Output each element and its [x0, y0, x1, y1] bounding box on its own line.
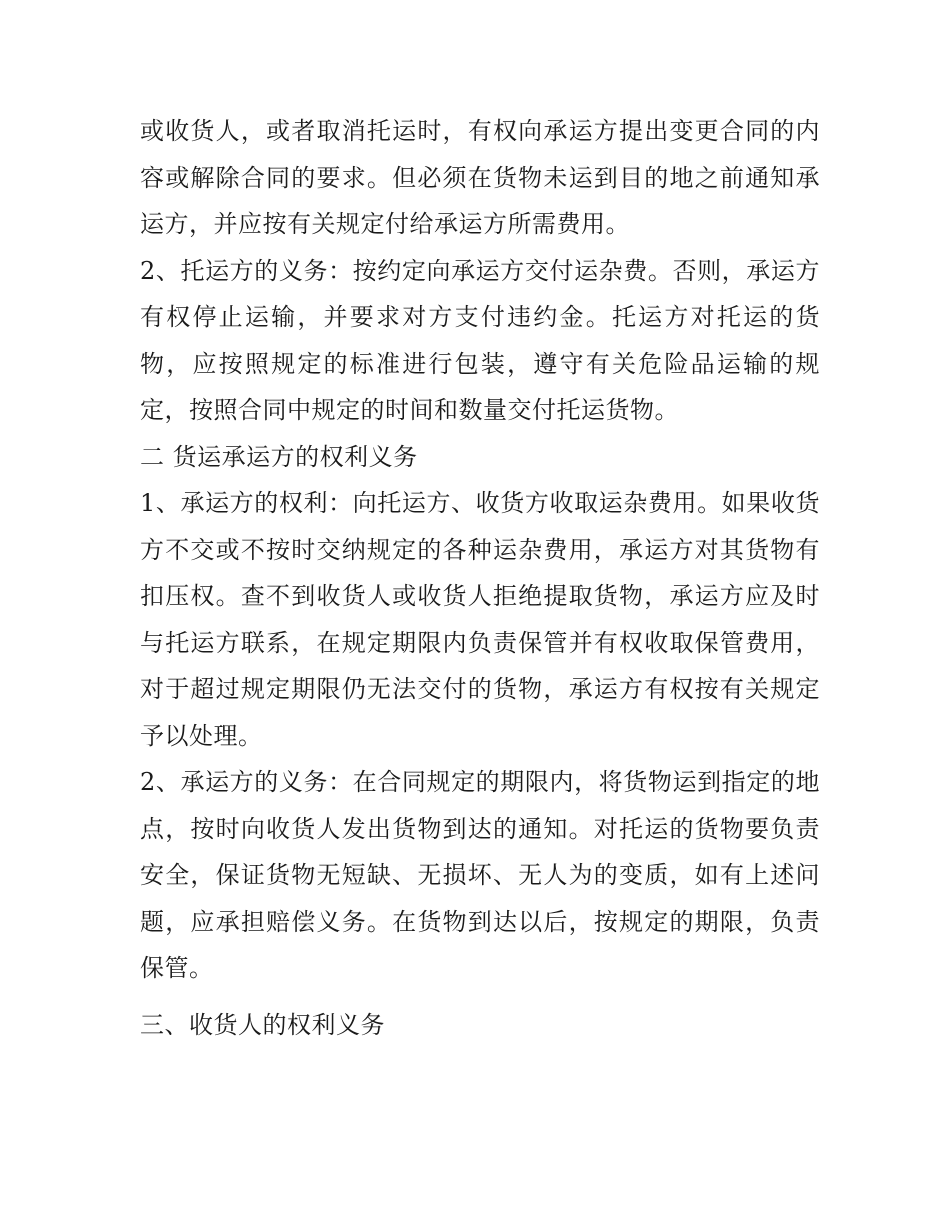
paragraph-shipper-obligations: 2、托运方的义务：按约定向承运方交付运杂费。否则，承运方有权停止运输，并要求对方支付违约金。托运方对托运的货物，应按照规定的标准进行包装，遵守有关危险品运输的规定，按照合同中规定的时间和数量交付托运货物。 [140, 256, 820, 424]
document-body [140, 108, 820, 1048]
paragraph-shipper-rights-cont: 或收货人，或者取消托运时，有权向承运方提出变更合同的内容或解除合同的要求。但必须在货物未运到目的地之前通知承运方，并应按有关规定付给承运方所需费用。 [140, 117, 820, 238]
paragraph-carrier-obligations: 2、承运方的义务：在合同规定的期限内，将货物运到指定的地点，按时向收货人发出货物到达的通知。对托运的货物要负责安全，保证货物无短缺、无损坏、无人为的变质，如有上述问题，应承担赔偿义务。在货物到达以后，按规定的期限，负责保管。 [140, 768, 820, 982]
section-heading-consignee: 三、收货人的权利义务 [140, 1010, 385, 1039]
section-heading-carrier: 二 货运承运方的权利义务 [140, 442, 418, 471]
paragraph-carrier-rights: 1、承运方的权利：向托运方、收货方收取运杂费用。如果收货方不交或不按时交纳规定的各种运杂费用，承运方对其货物有扣压权。查不到收货人或收货人拒绝提取货物，承运方应及时与托运方联系，在规定期限内负责保管并有权收取保管费用，对于超过规定期限仍无法交付的货物，承运方有权按有关规定予以处理。 [140, 489, 820, 750]
